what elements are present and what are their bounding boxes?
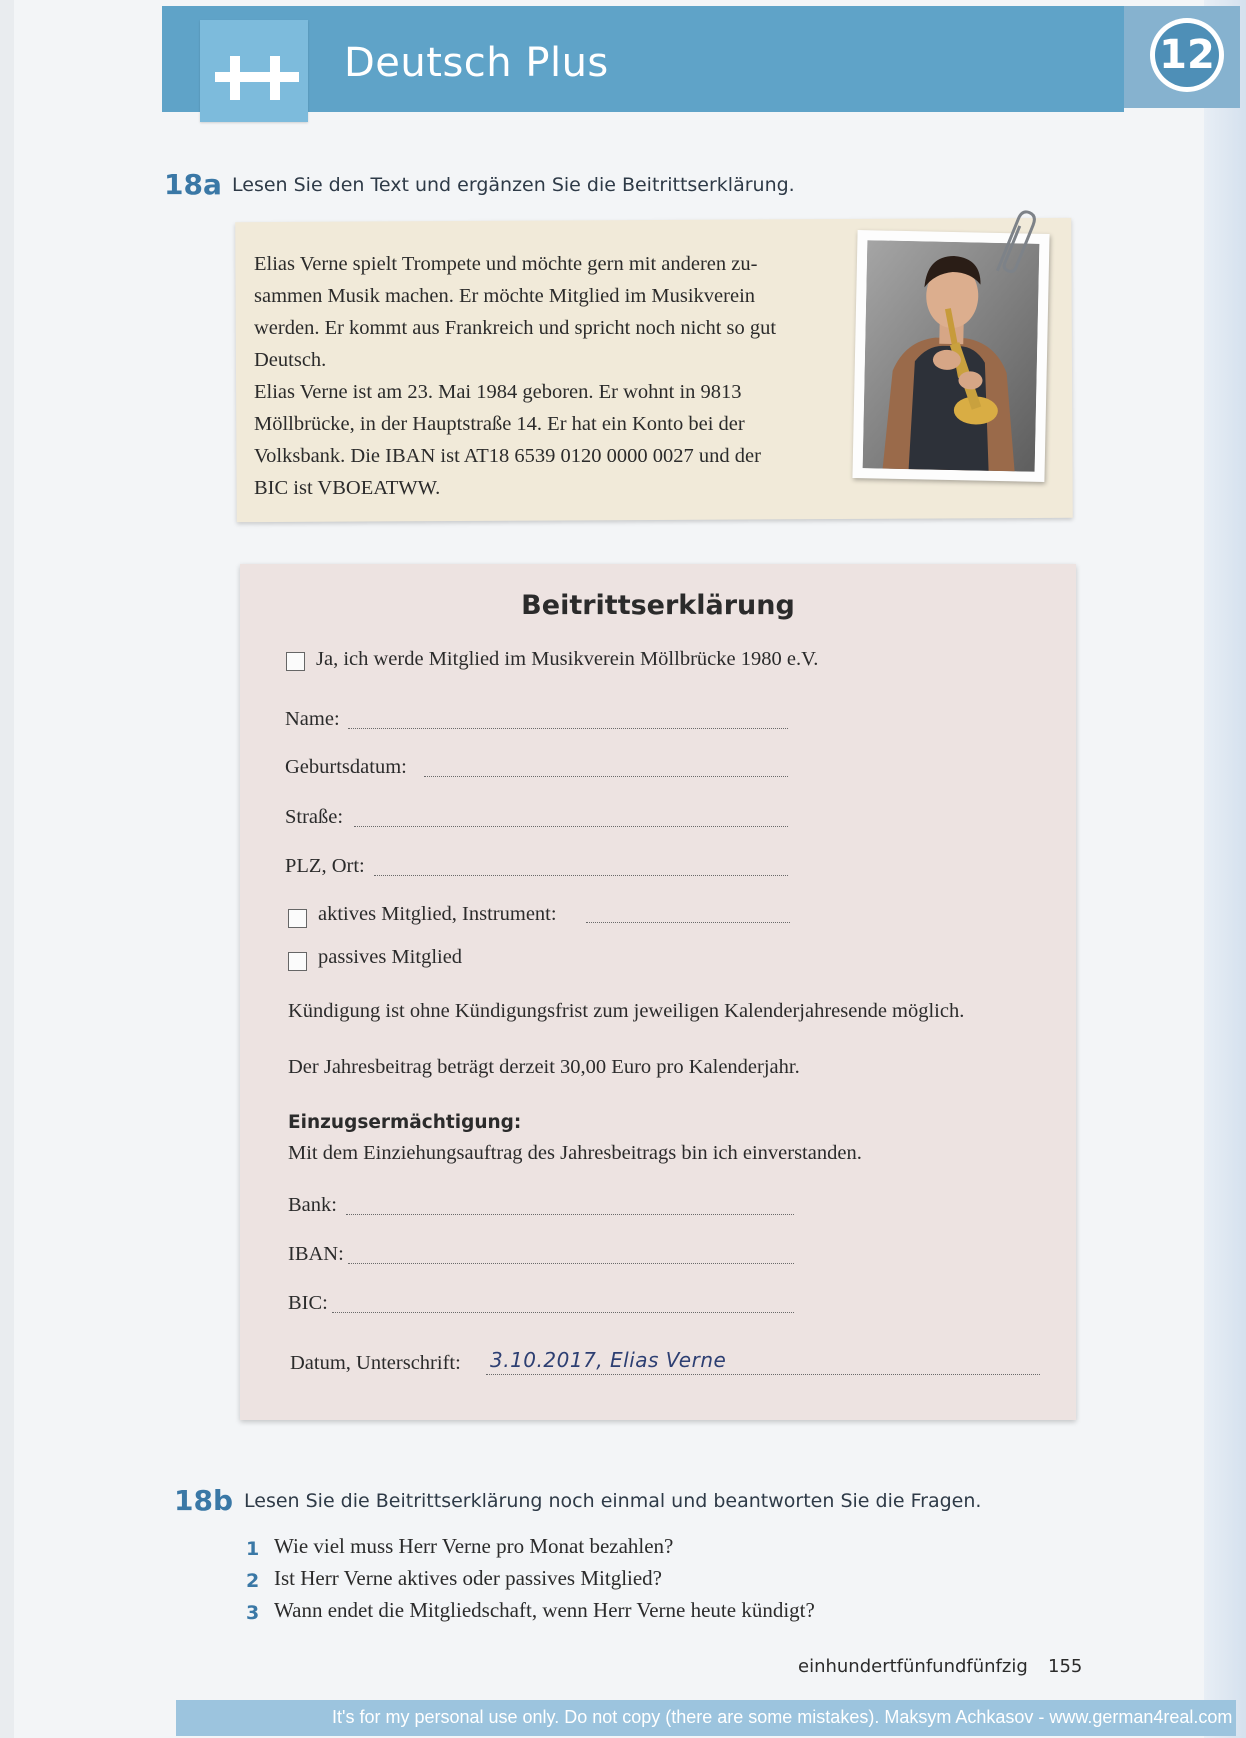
question-text: Wie viel muss Herr Verne pro Monat bezahlen? [274,1534,674,1558]
question-number: 2 [246,1570,260,1592]
iban-label: IBAN: [288,1243,344,1265]
exercise-18b-number: 18b [174,1484,234,1517]
question-text: Ist Herr Verne aktives oder passives Mitglied? [274,1566,663,1590]
signature-field[interactable] [486,1374,1040,1375]
page-number-words: einhundertfünfundfünfzig [798,1656,1028,1677]
bic-field[interactable] [332,1312,794,1313]
question-number: 1 [246,1538,260,1560]
birthdate-label: Geburtsdatum: [285,756,407,778]
reading-line: sammen Musik machen. Er möchte Mitglied im Musikverein [254,285,756,307]
watermark-text: It's for my personal use only. Do not copy (there are some mistakes). Maksym Achkasov - www.german4real.com [332,1707,1233,1727]
plus-plus-icon [207,46,307,110]
city-label: PLZ, Ort: [285,855,365,877]
name-field[interactable] [348,728,788,729]
street-field[interactable] [354,826,788,827]
chapter-number: 12 [1155,23,1219,87]
join-checkbox-label: Ja, ich werde Mitglied im Musikverein Möllbrücke 1980 e.V. [316,648,819,670]
name-label: Name: [285,708,340,730]
membership-form [240,564,1076,1420]
signature-label: Datum, Unterschrift: [290,1352,461,1374]
fee-text: Der Jahresbeitrag beträgt derzeit 30,00 Euro pro Kalenderjahr. [288,1056,800,1078]
page-number: 155 [1048,1656,1083,1677]
active-member-label: aktives Mitglied, Instrument: [318,903,557,925]
reading-line: Elias Verne ist am 23. Mai 1984 geboren. Er wohnt in 9813 [254,381,742,403]
passive-member-label: passives Mitglied [318,946,463,968]
form-title: Beitrittserklärung [521,590,795,621]
passive-member-checkbox[interactable] [288,952,307,971]
bank-field[interactable] [346,1214,794,1215]
bic-label: BIC: [288,1292,328,1314]
reading-line: Deutsch. [254,349,327,371]
exercise-18b-instruction: Lesen Sie die Beitrittserklärung noch einmal und beantworten Sie die Fragen. [244,1490,982,1512]
reading-line: Möllbrücke, in der Hauptstraße 14. Er hat ein Konto bei der [254,413,745,435]
page-edge-shadow [0,0,14,1738]
join-checkbox[interactable] [286,652,305,671]
page-title: Deutsch Plus [344,40,609,86]
reading-line: Elias Verne spielt Trompete und möchte gern mit anderen zu- [254,253,758,275]
reading-text [254,248,844,504]
book-spine-shadow [1204,0,1246,1738]
question-number: 3 [246,1602,260,1624]
debit-text: Mit dem Einziehungsauftrag des Jahresbeitrags bin ich einverstanden. [288,1142,862,1164]
birthdate-field[interactable] [424,776,788,777]
iban-field[interactable] [348,1263,794,1264]
city-field[interactable] [374,875,788,876]
cancellation-text: Kündigung ist ohne Kündigungsfrist zum jeweiligen Kalenderjahresende möglich. [288,1000,965,1022]
bank-label: Bank: [288,1194,337,1216]
reading-line: werden. Er kommt aus Frankreich und spricht noch nicht so gut [254,317,777,339]
reading-line: Volksbank. Die IBAN ist AT18 6539 0120 0000 0027 und der [254,445,761,467]
signature-value: 3.10.2017, Elias Verne [490,1348,727,1372]
exercise-18a-number: 18a [164,168,222,201]
street-label: Straße: [285,806,344,828]
instrument-field[interactable] [586,922,790,923]
reading-line: BIC ist VBOEATWW. [254,477,441,499]
active-member-checkbox[interactable] [288,909,307,928]
exercise-18a-instruction: Lesen Sie den Text und ergänzen Sie die Beitrittserklärung. [232,174,795,196]
question-text: Wann endet die Mitgliedschaft, wenn Herr Verne heute kündigt? [274,1598,815,1622]
debit-heading: Einzugsermächtigung: [288,1112,522,1133]
